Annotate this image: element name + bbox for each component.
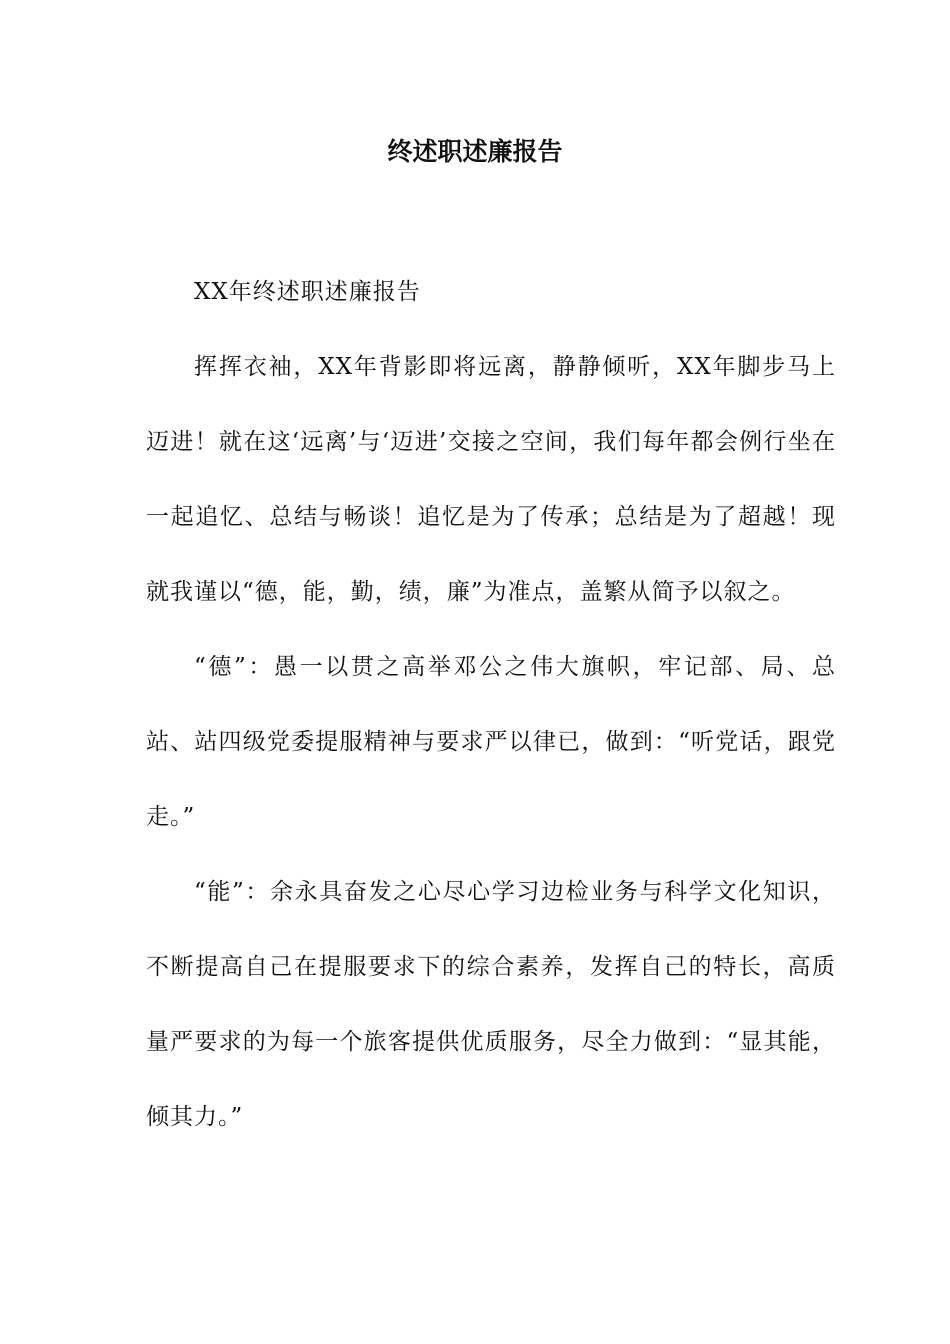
document-title: 终述职述廉报告 xyxy=(387,137,563,166)
document-body xyxy=(146,255,836,1155)
paragraph-subtitle: XX年终述职述廉报告 xyxy=(194,279,421,305)
paragraph-de: “德”：愚一以贯之高举邓公之伟大旗帜，牢记部、局、总站、站四级党委提服精神与要求严以律已，做到：“听党话，跟党走。” xyxy=(146,654,836,830)
paragraph-neng: “能”：余永具奋发之心尽心学习边检业务与科学文化知识，不断提高自己在提服要求下的综合素养，发挥自己的特长，高质量严要求的为每一个旅客提供优质服务，尽全力做到：“显其能，倾其力。” xyxy=(146,879,836,1130)
paragraph-intro: 挥挥衣袖，XX年背影即将远离，静静倾听，XX年脚步马上迈进！就在这‘远离’与‘迈进’交接之空间，我们每年都会例行坐在一起追忆、总结与畅谈！追忆是为了传承；总结是为了超越！现就我谨以“德，能，勤，绩，廉”为准点，盖繁从简予以叙之。 xyxy=(146,354,836,605)
